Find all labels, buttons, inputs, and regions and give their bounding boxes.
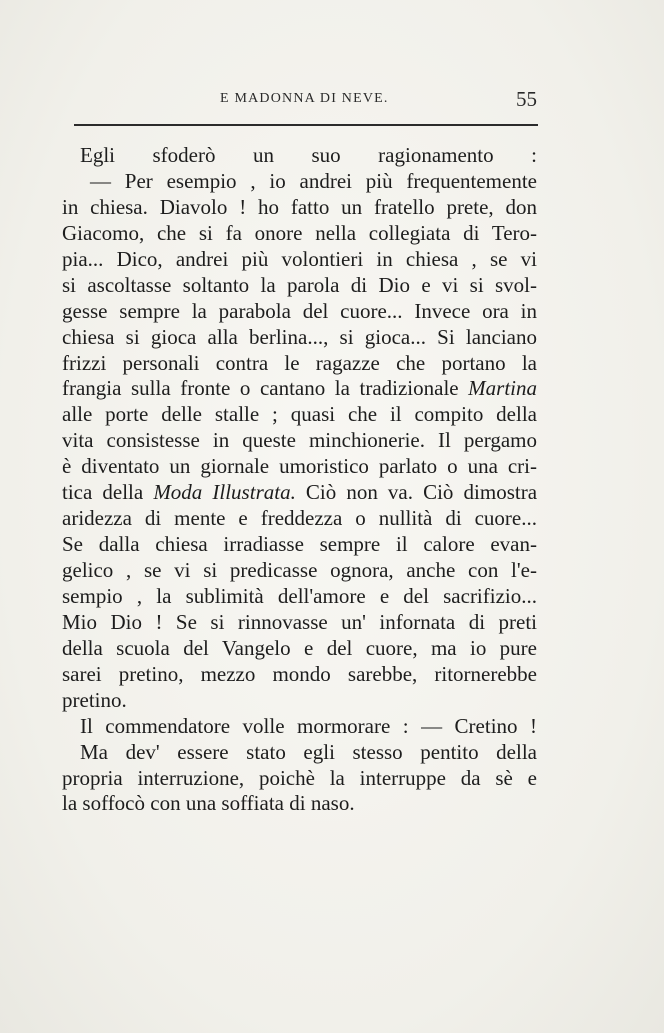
text-line: Il commendatore volle mormorare : — Cretino ! [80,713,537,738]
running-title: E MADONNA DI NEVE. [220,91,389,106]
text-line: alle porte delle stalle ; quasi che il compito della [62,402,537,427]
text-line-with-italic [62,480,537,506]
text-line: aridezza di mente e freddezza o nullità di cuore... [62,506,537,531]
text-line: Se dalla chiesa irradiasse sempre il calore evan- [62,532,537,557]
text-line: vita consistesse in queste minchionerie. Il pergamo [62,428,537,453]
text-line: si ascoltasse soltanto la parola di Dio e vi si svol- [62,272,537,297]
text-line: della scuola del Vangelo e del cuore, ma io pure [62,635,537,660]
text-line: sarei pretino, mezzo mondo sarebbe, ritornerebbe [62,661,537,686]
header-rule [74,124,538,126]
text-line: gesse sempre la parabola del cuore... Invece ora in [62,298,537,323]
text-line: propria interruzione, poichè la interruppe da sè e [62,765,537,790]
text-line: in chiesa. Diavolo ! ho fatto un fratello prete, don [62,194,537,219]
body-text [62,143,537,817]
text-line: — Per esempio , io andrei più frequentemente [90,168,537,193]
text-line: gelico , se vi si predicasse ognora, anche con l'e- [62,558,537,582]
text-line: Egli sfoderò un suo ragionamento : [80,143,537,167]
text-line: Ma dev' essere stato egli stesso pentito della [80,739,537,764]
page-number: 55 [516,87,537,111]
text-segment: tica della [62,480,144,505]
text-line: sempio , la sublimità dell'amore e del sacrifizio... [62,583,537,608]
italic-word: Martina [468,376,537,401]
text-segment: Ciò non va. Ciò dimostra [295,480,538,505]
text-line: chiesa si gioca alla berlina..., si gioca... Si lanciano [62,324,537,349]
text-line: Giacomo, che si fa onore nella collegiata di Tero- [62,220,537,245]
text-line: la soffocò con una soffiata di naso. [62,791,355,816]
text-line-with-italic [62,376,537,402]
italic-title: Moda Illustrata. [153,480,296,505]
text-line: pretino. [62,687,127,712]
text-line: Mio Dio ! Se si rinnovasse un' infornata di preti [62,609,537,634]
text-line: frizzi personali contra le ragazze che portano la [62,350,537,375]
text-segment: frangia sulla fronte o cantano la tradizionale [62,376,459,401]
text-line: pia... Dico, andrei più volontieri in chiesa , se vi [62,246,537,271]
text-line: è diventato un giornale umoristico parlato o una cri- [62,454,537,479]
